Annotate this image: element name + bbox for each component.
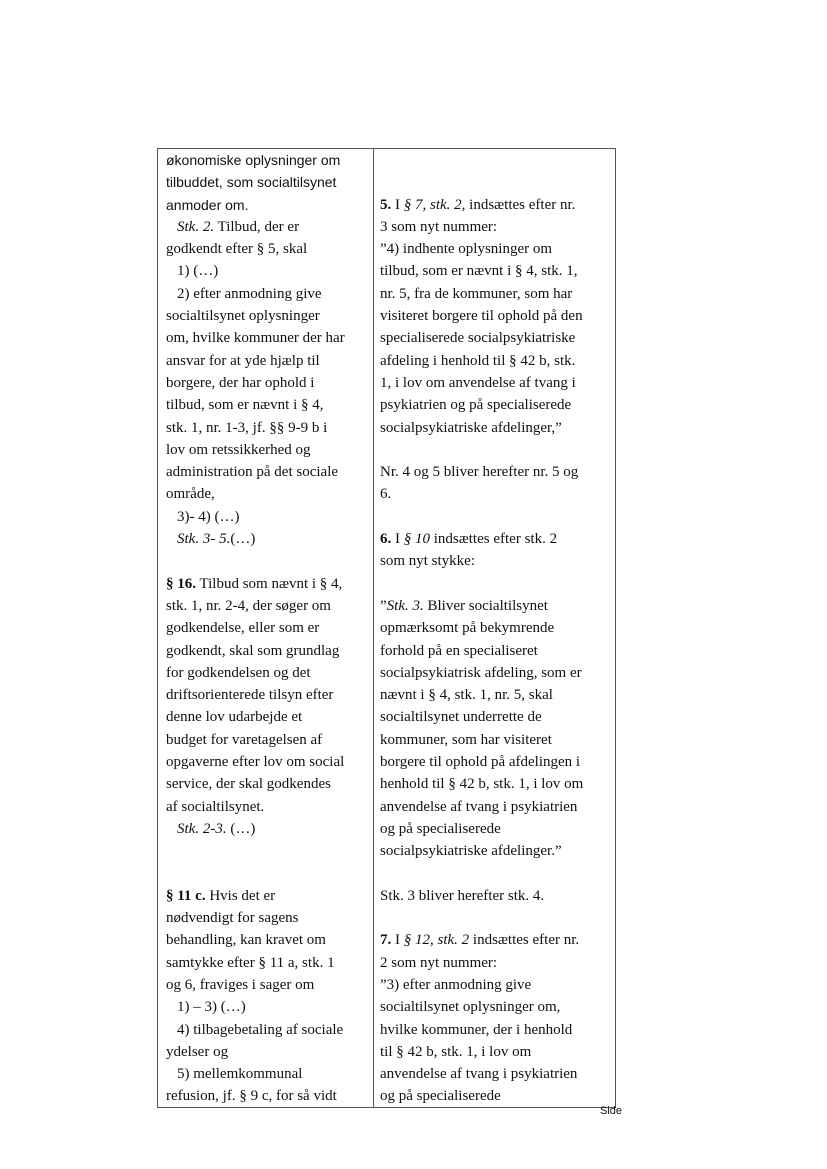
text-line: socialpsykiatriske afdelinger.” [380, 843, 562, 860]
text-line: ”3) efter anmodning give [380, 976, 532, 993]
text-line: socialtilsynet oplysninger [166, 308, 320, 325]
text-line: anvendelse af tvang i psykiatrien [380, 798, 578, 815]
text-line: borgere til ophold på afdelingen i [380, 754, 581, 771]
text-line: anvendelse af tvang i psykiatrien [380, 1066, 578, 1083]
amendment-6-text [380, 550, 612, 572]
item-4: 4) tilbagebetaling af sociale [177, 1021, 344, 1038]
renumber-note-2: Stk. 3 bliver herefter stk. 4. [380, 887, 545, 904]
text-line: forhold på en specialiseret [380, 642, 538, 659]
text-line: stk. 1, nr. 2-4, der søger om [166, 597, 331, 614]
text-line: psykiatrien og på specialiserede [380, 397, 572, 414]
new-stk3-heading: ”Stk. 3. Bliver socialtilsynet [380, 597, 548, 614]
text-line: lov om retssikkerhed og [166, 441, 311, 458]
text-line: anmoder om. [166, 196, 249, 213]
text-line: tilbuddet, som socialtilsynet [166, 174, 337, 191]
amendment-6-heading: 6. I § 10 indsættes efter stk. 2 [380, 531, 558, 548]
text-line: socialtilsynet oplysninger om, [380, 999, 561, 1016]
item-2-first: 2) efter anmodning give [177, 285, 322, 302]
text-line: 3 som nyt nummer: [380, 218, 498, 235]
text-line: visiteret borgere til ophold på den [380, 308, 583, 325]
stk2-heading: Stk. 2. Tilbud, der er [177, 218, 300, 235]
text-line: afdeling i henhold til § 42 b, stk. [380, 352, 576, 369]
current-law-column [166, 149, 371, 1108]
text-line: 6. [380, 486, 392, 503]
text-line: godkendt, skal som grundlag [166, 642, 340, 659]
stk2-text [166, 238, 371, 260]
text-line: henhold til § 42 b, stk. 1, i lov om [380, 776, 584, 793]
text-line: tilbud, som er nævnt i § 4, stk. 1, [380, 263, 578, 280]
text-line: nævnt i § 4, stk. 1, nr. 5, skal [380, 687, 553, 704]
item-5-cont: refusion, jf. § 9 c, for så vidt [166, 1088, 337, 1105]
text-line: ansvar for at yde hjælp til [166, 352, 320, 369]
text-line: behandling, kan kravet om [166, 932, 326, 949]
item-2-text [166, 305, 371, 506]
intro-text [166, 149, 371, 216]
text-line: godkendelse, eller som er [166, 620, 320, 637]
text-line: hvilke kommuner, der i henhold [380, 1021, 573, 1038]
text-line: kommuner, som har visiteret [380, 731, 552, 748]
comparison-table [157, 148, 616, 1108]
text-line: om, hvilke kommuner der har [166, 330, 345, 347]
text-line: stk. 1, nr. 1-3, jf. §§ 9-9 b i [166, 419, 328, 436]
text-line: borgere, der har ophold i [166, 374, 315, 391]
text-line: socialpsykiatrisk afdeling, som er [380, 664, 582, 681]
text-line: og på specialiserede [380, 1088, 501, 1105]
item-1: 1) (…) [177, 263, 219, 280]
text-line: denne lov udarbejde et [166, 709, 303, 726]
text-line: for godkendelsen og det [166, 664, 311, 681]
text-line: samtykke efter § 11 a, stk. 1 [166, 954, 335, 971]
text-line: 2 som nyt nummer: [380, 954, 498, 971]
text-line: administration på det sociale [166, 464, 339, 481]
stk2-3: Stk. 2-3. (…) [177, 820, 256, 837]
text-line: godkendt efter § 5, skal [166, 241, 308, 258]
amendment-7-text [380, 952, 612, 1108]
section-11c-text [166, 907, 371, 996]
text-line: til § 42 b, stk. 1, i lov om [380, 1043, 532, 1060]
text-line: 1, i lov om anvendelse af tvang i [380, 374, 576, 391]
text-line: service, der skal godkendes [166, 776, 331, 793]
text-line: socialpsykiatriske afdelinger,” [380, 419, 562, 436]
section-16-text [166, 595, 371, 818]
text-line: opgaverne efter lov om social [166, 754, 345, 771]
text-line: driftsorienterede tilsyn efter [166, 687, 334, 704]
text-line: specialiserede socialpsykiatriske [380, 330, 576, 347]
amendment-5-heading: 5. I § 7, stk. 2, indsættes efter nr. [380, 196, 576, 213]
text-line: og 6, fraviges i sager om [166, 976, 315, 993]
new-stk3-text [380, 617, 612, 862]
text-line: som nyt stykke: [380, 553, 476, 570]
text-line: socialtilsynet underrette de [380, 709, 542, 726]
text-line: område, [166, 486, 215, 503]
items-3-4: 3)- 4) (…) [177, 508, 240, 525]
column-divider [373, 149, 374, 1107]
text-line: tilbud, som er nævnt i § 4, [166, 397, 324, 414]
text-line: og på specialiserede [380, 820, 501, 837]
stk3-5: Stk. 3- 5.(…) [177, 531, 256, 548]
text-line: økonomiske oplysninger om [166, 152, 341, 168]
item-5: 5) mellemkommunal [177, 1066, 303, 1083]
item-1-3: 1) – 3) (…) [177, 999, 246, 1016]
text-line: Nr. 4 og 5 bliver herefter nr. 5 og [380, 464, 579, 481]
amendment-7-heading: 7. I § 12, stk. 2 indsættes efter nr. [380, 932, 580, 949]
text-line: budget for varetagelsen af [166, 731, 323, 748]
section-16-heading: § 16. Tilbud som nævnt i § 4, [166, 575, 343, 592]
section-11c-heading: § 11 c. Hvis det er [166, 887, 276, 904]
text-line: nødvendigt for sagens [166, 910, 299, 927]
item-4-cont: ydelser og [166, 1043, 229, 1060]
text-line: opmærksomt på bekymrende [380, 620, 555, 637]
text-line: nr. 5, fra de kommuner, som har [380, 285, 573, 302]
text-line: af socialtilsynet. [166, 798, 265, 815]
amendment-column [380, 149, 612, 1108]
amendment-5-text [380, 216, 612, 439]
page-footer-label: Side [600, 1105, 623, 1117]
renumber-note-1 [380, 461, 612, 506]
text-line: ”4) indhente oplysninger om [380, 241, 553, 258]
